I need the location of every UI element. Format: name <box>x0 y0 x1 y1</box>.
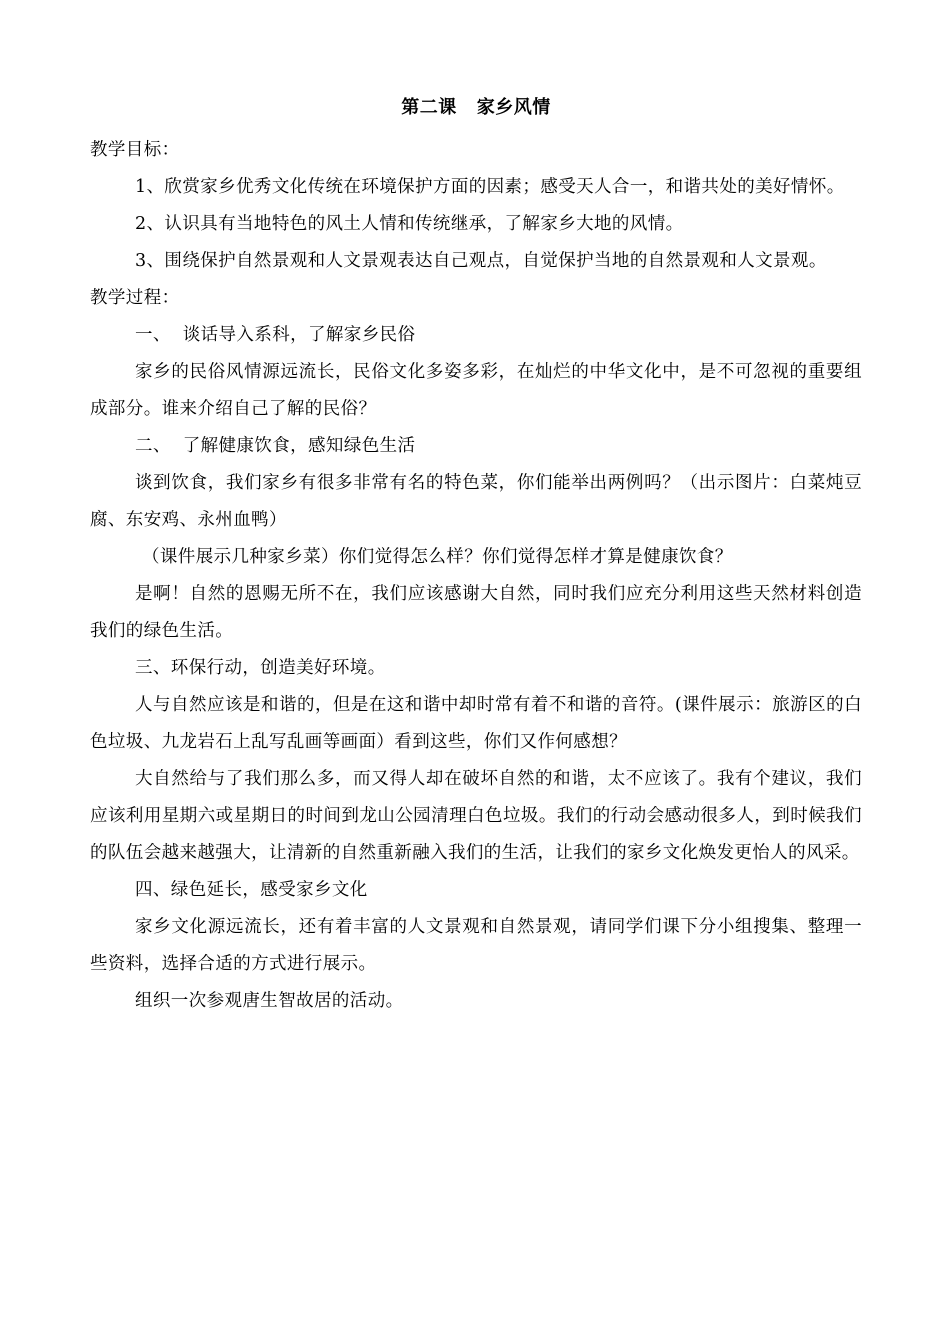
section-2-paragraph-2: （课件展示几种家乡菜）你们觉得怎么样？你们觉得怎样才算是健康饮食？ <box>142 547 733 567</box>
process-heading: 教学过程： <box>90 288 180 308</box>
section-heading-4: 四、绿色延长，感受家乡文化 <box>135 880 368 900</box>
section-heading-2: 二、 了解健康饮食，感知绿色生活 <box>135 436 416 456</box>
goal-item-1: 1、欣赏家乡优秀文化传统在环境保护方面的因素；感受天人合一，和谐共处的美好情怀。 <box>135 177 845 197</box>
lesson-name: 家乡风情 <box>476 97 551 118</box>
goal-item-2: 2、认识具有当地特色的风土人情和传统继承，了解家乡大地的风情。 <box>135 214 684 234</box>
section-3-paragraph-2: 大自然给与了我们那么多，而又得人却在破坏自然的和谐，太不应该了。我有个建议，我们应该利用星期六或星期日的时间到龙山公园清理白色垃圾。我们的行动会感动很多人，到时候我们的队伍会越来越强大，让清新的自然重新融入我们的生活，让我们的家乡文化焕发更怡人的风采。 <box>90 769 862 863</box>
goals-heading: 教学目标： <box>90 140 180 160</box>
section-4-paragraph-2: 组织一次参观唐生智故居的活动。 <box>135 991 404 1011</box>
section-2-paragraph-1: 谈到饮食，我们家乡有很多非常有名的特色菜，你们能举出两例吗？（出示图片：白菜炖豆腐、东安鸡、永州血鸭） <box>90 473 862 530</box>
section-2-paragraph-3: 是啊！自然的恩赐无所不在，我们应该感谢大自然，同时我们应充分利用这些天然材料创造我们的绿色生活。 <box>90 584 862 641</box>
document-page <box>90 94 862 1020</box>
section-3-paragraph-1: 人与自然应该是和谐的，但是在这和谐中却时常有着不和谐的音符。(课件展示：旅游区的白色垃圾、九龙岩石上乱写乱画等画面）看到这些，你们又作何感想？ <box>90 695 862 752</box>
section-heading-3: 三、环保行动，创造美好环境。 <box>135 658 386 678</box>
section-heading-1: 一、 谈话导入系科，了解家乡民俗 <box>135 325 416 345</box>
section-1-paragraph: 家乡的民俗风情源远流长，民俗文化多姿多彩，在灿烂的中华文化中，是不可忽视的重要组成部分。谁来介绍自己了解的民俗？ <box>90 362 862 419</box>
lesson-number: 第二课 <box>401 97 457 118</box>
lesson-title <box>90 94 862 122</box>
goal-item-3: 3、围绕保护自然景观和人文景观表达自己观点，自觉保护当地的自然景观和人文景观。 <box>135 251 827 271</box>
section-4-paragraph-1: 家乡文化源远流长，还有着丰富的人文景观和自然景观，请同学们课下分小组搜集、整理一些资料，选择合适的方式进行展示。 <box>90 917 862 974</box>
